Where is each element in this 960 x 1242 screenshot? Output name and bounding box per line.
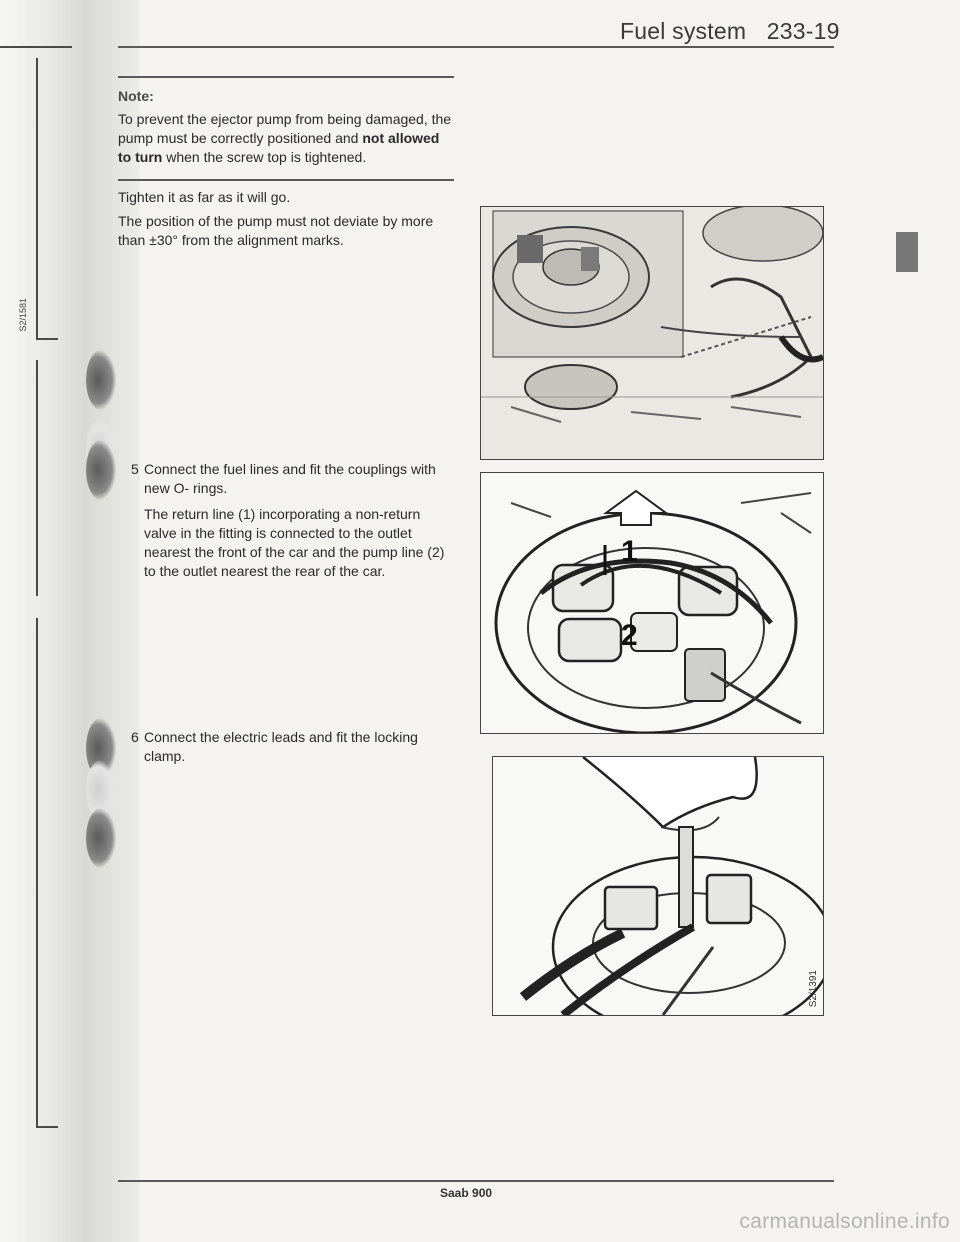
position-instruction: The position of the pump must not deviate by more than ±30° from the alignment marks. xyxy=(118,213,434,248)
note-bottom-rule xyxy=(118,179,454,181)
note-block xyxy=(118,76,454,181)
step-number: 5 xyxy=(131,461,139,477)
footer-model: Saab 900 xyxy=(440,1186,493,1200)
locking-clamp-illustration xyxy=(493,757,823,1015)
page-header xyxy=(620,18,840,45)
edge-mark xyxy=(36,58,38,338)
figure-locking-clamp-drawing xyxy=(492,756,824,1016)
figure-code: S2/1391 xyxy=(808,969,819,1007)
tighten-instruction: Tighten it as far as it will go. xyxy=(118,189,291,205)
punch-hole xyxy=(86,440,116,500)
note-title: Note: xyxy=(118,88,154,104)
alignment-photo-illustration xyxy=(481,207,823,459)
note-top-rule xyxy=(118,76,454,78)
watermark: carmanualsonline.info xyxy=(739,1210,950,1233)
section-tab-marker xyxy=(896,232,918,272)
label-return-line: 1 xyxy=(621,535,638,568)
fuel-lines-illustration xyxy=(481,473,823,733)
punch-hole xyxy=(86,350,116,410)
note-emphasis: not allowed to turn xyxy=(118,130,440,165)
label-pump-line: 2 xyxy=(621,619,638,652)
page-number: 233-19 xyxy=(766,18,840,44)
note-text-end: when the screw top is tightened. xyxy=(162,149,367,165)
figure-alignment-photo xyxy=(480,206,824,460)
edge-mark xyxy=(36,360,38,596)
edge-mark xyxy=(36,618,38,1126)
edge-mark xyxy=(36,1126,58,1128)
step-5-detail: The return line (1) incorporating a non-return valve in the fitting is connected to the outlet nearest the front of the car and the pump line (2) to the outlet nearest the rear of the car. xyxy=(144,506,445,579)
step-text: Connect the electric leads and fit the locking clamp. xyxy=(144,729,418,764)
step-6 xyxy=(131,728,456,766)
step-text: Connect the fuel lines and fit the couplings with new O- rings. xyxy=(144,461,436,496)
binding-strip xyxy=(0,0,140,1242)
chapter-title: Fuel system xyxy=(620,18,747,44)
note-text-start: To prevent the ejector pump from being damaged, the pump must be correctly positioned and xyxy=(118,111,452,146)
edge-mark xyxy=(36,338,58,340)
note-text xyxy=(118,110,454,167)
margin-code: S2/1581 xyxy=(18,298,28,332)
footer-rule xyxy=(118,1180,834,1182)
header-rule xyxy=(118,46,834,48)
figure-fuel-lines-drawing xyxy=(480,472,824,734)
step-5 xyxy=(131,460,456,498)
step-number: 6 xyxy=(131,729,139,745)
edge-mark xyxy=(0,46,72,48)
punch-hole xyxy=(86,808,116,868)
